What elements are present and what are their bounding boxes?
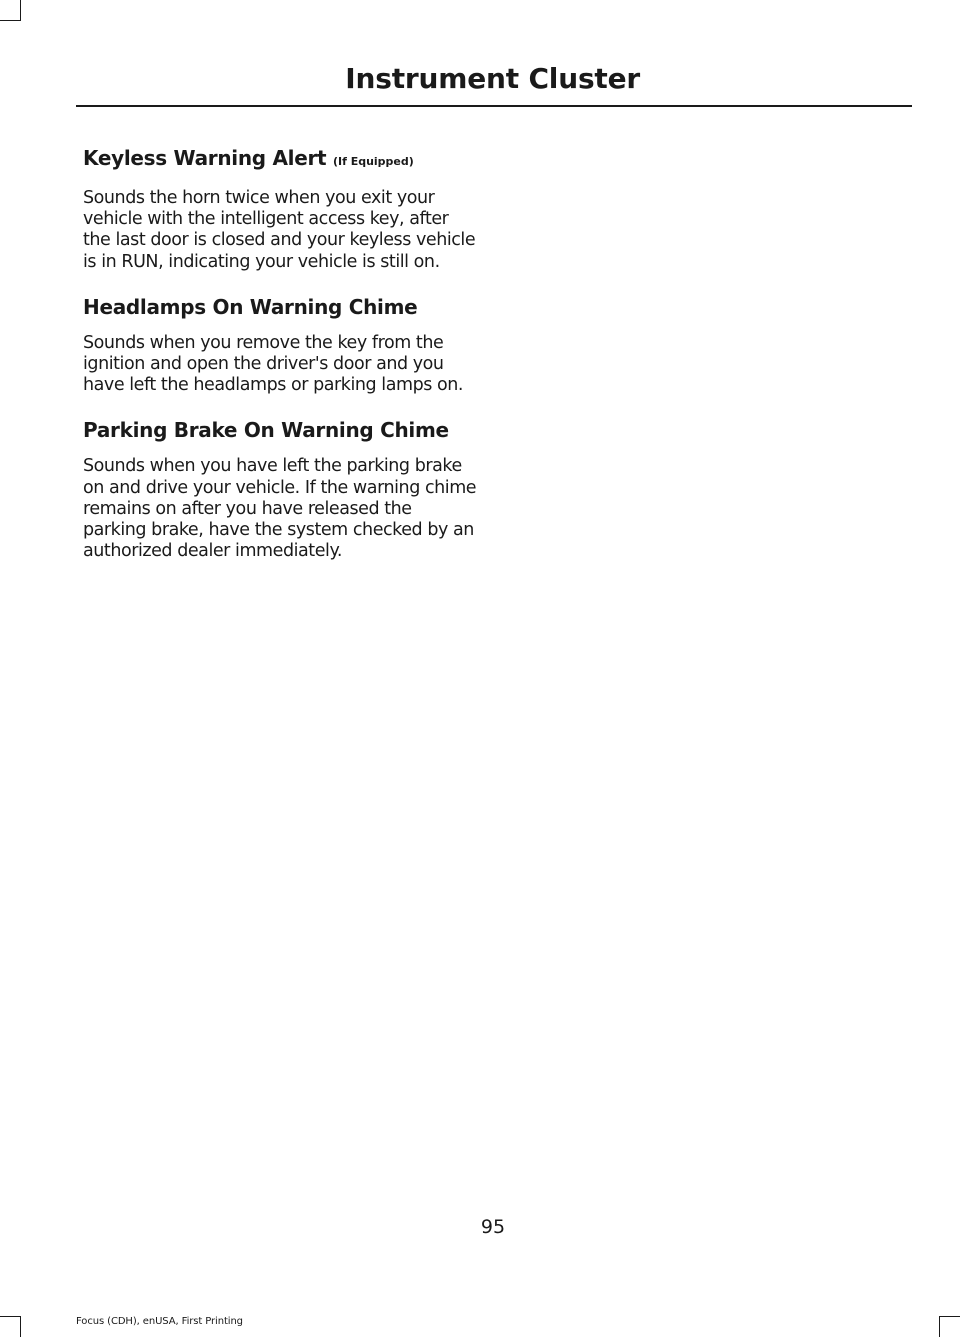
crop-mark-bottom-right [939,1316,940,1337]
section-keyless-warning-alert [83,144,478,273]
section-body: Sounds when you remove the key from the ignition and open the driver's door and you have left the headlamps or parking lamps on. [83,332,464,396]
crop-mark-bottom-left [0,1316,21,1317]
content-column [83,144,478,582]
crop-mark-top-left [0,20,21,21]
section-headlamps-on-warning-chime [83,293,478,397]
page-number: 95 [480,1216,506,1238]
section-heading: Parking Brake On Warning Chime [83,418,449,443]
crop-mark-top-left [20,0,21,21]
section-heading: Headlamps On Warning Chime [83,294,418,319]
section-heading-qualifier: (If Equipped) [332,155,414,168]
section-heading [83,144,478,176]
crop-mark-bottom-left [20,1316,21,1337]
page-header-title: Instrument Cluster [345,62,640,95]
header-rule [76,105,912,107]
section-parking-brake-on-warning-chime [83,416,478,562]
crop-mark-bottom-right [939,1316,960,1317]
section-body: Sounds when you have left the parking brake on and drive your vehicle. If the warning chime remains on after you have released the parking brake, have the system checked by an authorized dealer immediately. [83,456,477,562]
section-body: Sounds the horn twice when you exit your vehicle with the intelligent access key, after the last door is closed and your keyless vehicle is in RUN, indicating your vehicle is still on. [83,188,476,272]
footer-text: Focus (CDH), enUSA, First Printing [76,1316,243,1327]
section-heading-text: Keyless Warning Alert [83,146,327,170]
